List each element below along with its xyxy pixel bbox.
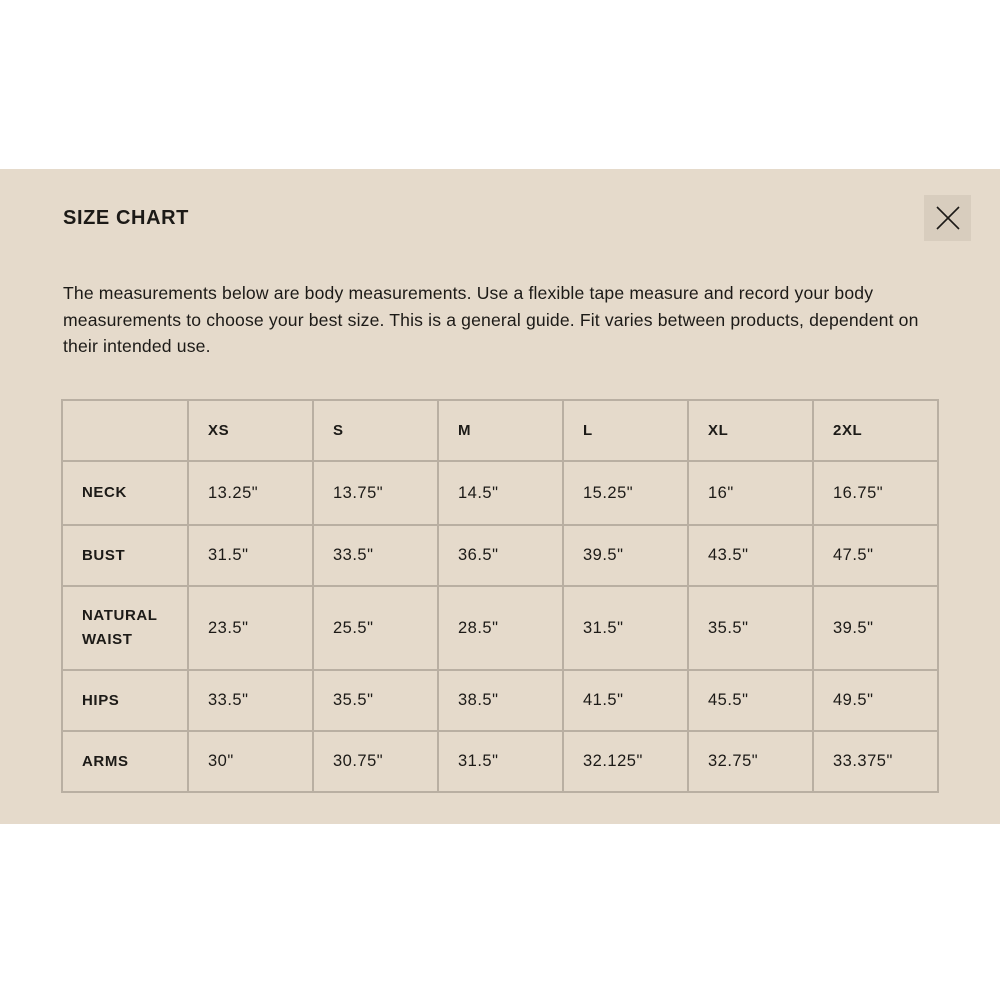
table-cell: 39.5" <box>563 525 688 586</box>
table-cell: 35.5" <box>313 670 438 731</box>
row-label-neck: NECK <box>62 461 188 525</box>
size-table <box>61 399 939 793</box>
row-label-arms: ARMS <box>62 731 188 792</box>
table-cell: 14.5" <box>438 461 563 525</box>
table-row-neck <box>62 461 938 525</box>
table-cell: 45.5" <box>688 670 813 731</box>
table-cell: 38.5" <box>438 670 563 731</box>
row-label-hips: HIPS <box>62 670 188 731</box>
row-label-natural-waist <box>62 586 188 670</box>
header-cell-2xl: 2XL <box>813 400 938 461</box>
table-cell: 13.75" <box>313 461 438 525</box>
table-cell: 15.25" <box>563 461 688 525</box>
header-cell-xs: XS <box>188 400 313 461</box>
table-cell: 31.5" <box>563 586 688 670</box>
table-cell: 16" <box>688 461 813 525</box>
header-cell-m: M <box>438 400 563 461</box>
table-cell: 49.5" <box>813 670 938 731</box>
close-icon <box>936 206 960 230</box>
row-label-line: NATURAL <box>82 607 158 624</box>
table-cell: 30" <box>188 731 313 792</box>
table-cell: 41.5" <box>563 670 688 731</box>
table-row-natural-waist <box>62 586 938 670</box>
row-label-line: WAIST <box>82 631 133 648</box>
table-cell: 23.5" <box>188 586 313 670</box>
table-cell: 33.5" <box>188 670 313 731</box>
table-cell: 35.5" <box>688 586 813 670</box>
table-cell: 43.5" <box>688 525 813 586</box>
table-row-hips <box>62 670 938 731</box>
table-cell: 28.5" <box>438 586 563 670</box>
table-cell: 31.5" <box>438 731 563 792</box>
row-label-bust: BUST <box>62 525 188 586</box>
table-cell: 13.25" <box>188 461 313 525</box>
table-cell: 32.75" <box>688 731 813 792</box>
table-cell: 39.5" <box>813 586 938 670</box>
table-cell: 47.5" <box>813 525 938 586</box>
table-cell: 32.125" <box>563 731 688 792</box>
header-cell-s: S <box>313 400 438 461</box>
table-cell: 16.75" <box>813 461 938 525</box>
header-cell-xl: XL <box>688 400 813 461</box>
table-cell: 33.375" <box>813 731 938 792</box>
table-cell: 36.5" <box>438 525 563 586</box>
size-chart-description: The measurements below are body measurements. Use a flexible tape measure and record your body measurements to choose your best size. This is a general guide. Fit varies between products, dependent on their intended use. <box>63 283 919 356</box>
modal-title: SIZE CHART <box>63 207 189 229</box>
table-row-arms <box>62 731 938 792</box>
table-cell: 30.75" <box>313 731 438 792</box>
header-cell-empty <box>62 400 188 461</box>
header-cell-l: L <box>563 400 688 461</box>
table-cell: 31.5" <box>188 525 313 586</box>
table-cell: 25.5" <box>313 586 438 670</box>
table-row-bust <box>62 525 938 586</box>
close-button[interactable] <box>924 195 971 241</box>
table-header-row <box>62 400 938 461</box>
size-chart-modal <box>0 169 1000 824</box>
table-cell: 33.5" <box>313 525 438 586</box>
